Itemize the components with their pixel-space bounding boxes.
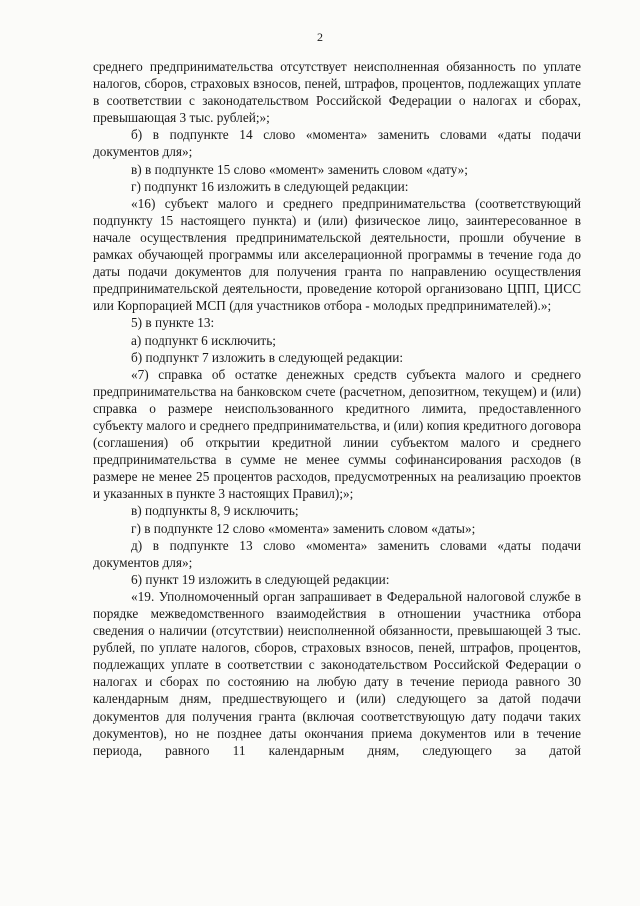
- paragraph-9: «7) справка об остатке денежных средств субъекта малого и среднего предпринимательства на банковском счете (расчетном, депозитном, текущем) и (или) справка о размере неиспользованного кредитного лимита, предоставленного субъекту малого и среднего предпринимательства, и (или) копия кредитного договора (соглашения) об открытии кредитной линии субъектом малого и среднего предпринимательства в сумме не менее суммы софинансирования расходов (в размере не менее 25 процентов расходов, предусмотренных на реализацию проектов и указанных в пункте 3 настоящих Правил);»;: [93, 366, 581, 502]
- page-number: 2: [317, 30, 323, 44]
- paragraph-2: б) в подпункте 14 слово «момента» заменить словами «даты подачи документов для»;: [93, 127, 581, 160]
- paragraph-6: 5) в пункте 13:: [131, 315, 215, 331]
- paragraph-12: д) в подпункте 13 слово «момента» заменить словами «даты подачи документов для»;: [93, 537, 581, 570]
- paragraph-5: «16) субъект малого и среднего предпринимательства (соответствующий подпункту 15 настоящего пункта) и (или) физическое лицо, заинтересованное в начале осуществления предпринимательской деятельности, прошли обучение в рамках обучающей программы или акселерационной программы в течение года до даты подачи документов для получения гранта по направлению осуществления предпринимательской деятельности, проведение которой организовано ЦПП, ЦИСС или Корпорацией МСП (для участников отбора - молодых предпринимателей).»;: [93, 195, 581, 314]
- paragraph-7: а) подпункт 6 исключить;: [131, 332, 276, 348]
- paragraph-4: г) подпункт 16 изложить в следующей редакции:: [131, 178, 409, 194]
- paragraph-13: 6) пункт 19 изложить в следующей редакции:: [131, 571, 390, 587]
- paragraph-8: б) подпункт 7 изложить в следующей редакции:: [131, 349, 404, 365]
- paragraph-10: в) подпункты 8, 9 исключить;: [131, 503, 299, 519]
- paragraph-3: в) в подпункте 15 слово «момент» заменить словом «дату»;: [131, 161, 468, 177]
- document-body: [93, 58, 581, 759]
- paragraph-14: «19. Уполномоченный орган запрашивает в Федеральной налоговой службе в порядке межведомственного взаимодействия в отношении участника отбора сведения о наличии (отсутствии) неисполненной обязанности, превышающей 3 тыс. рублей, по уплате налогов, сборов, страховых взносов, пеней, штрафов, процентов, подлежащих уплате в соответствии с законодательством Российской Федерации о налогах и сборах по состоянию на любую дату в течение периода равного 30 календарным дням, предшествующего и (или) следующего за датой подачи документов для получения гранта (включая соответствующую дату подачи таких документов), но не позднее даты окончания приема документов или в течение периода, равного 11 календарным дням, следующего за датой: [93, 588, 581, 758]
- paragraph-11: г) в подпункте 12 слово «момента» заменить словом «даты»;: [131, 520, 476, 536]
- paragraph-1: среднего предпринимательства отсутствует неисполненная обязанность по уплате налогов, сборов, страховых взносов, пеней, штрафов, процентов, подлежащих уплате в соответствии с законодательством Российской Федерации о налогах и сборах, превышающая 3 тыс. рублей;»;: [93, 59, 581, 126]
